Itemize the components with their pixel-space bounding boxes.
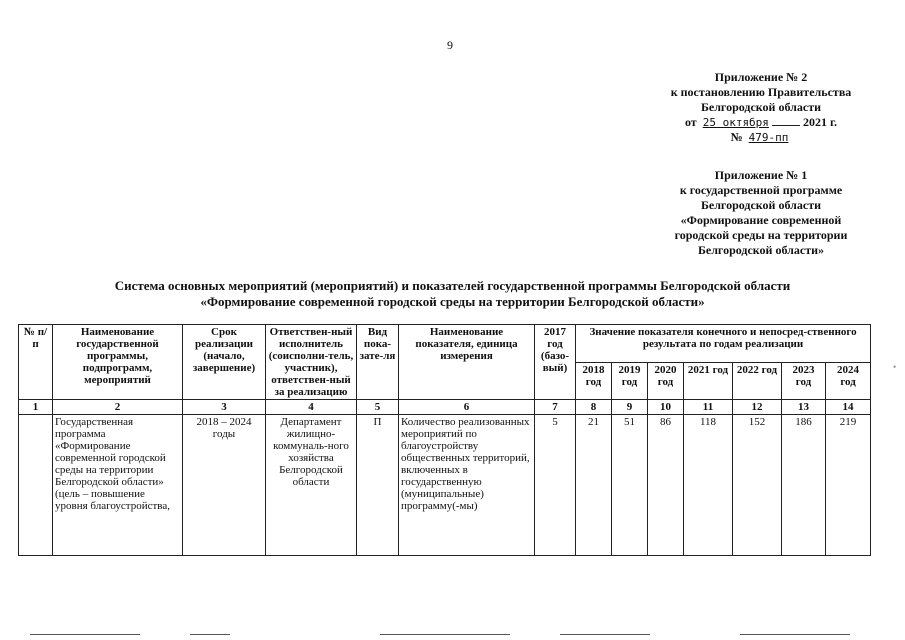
cell-year-value: 21 [576,415,612,556]
cell-year-value: 51 [612,415,648,556]
header-type: Вид пока-зате-ля [357,325,399,400]
scan-edge-line [380,634,510,635]
column-number: 11 [684,400,733,415]
header-year: 2021 год [684,362,733,400]
cell-base-value: 5 [535,415,576,556]
header-num: № п/п [19,325,53,400]
scan-edge-line [560,634,650,635]
date-prefix: от [684,115,697,129]
column-number: 6 [399,400,535,415]
table-row [19,415,871,556]
header-term: Срок реализации (начало, завершение) [183,325,266,400]
header-year: 2019 год [612,362,648,400]
header-values-group: Значение показателя конечного и непосред-ственного результата по годам реализации [576,325,871,363]
cell-responsible: Департамент жилищно-коммуналь-ного хозяйства Белгородской области [266,415,357,556]
column-number: 14 [826,400,871,415]
column-number: 9 [612,400,648,415]
appendix-1-title: Приложение № 1 [714,168,808,182]
cell-year-value: 152 [733,415,782,556]
header-name: Наименование государственной программы, подпрограмм, мероприятий [53,325,183,400]
appendix-2-block [646,70,876,145]
appendix-2-line: Белгородской области [700,100,822,114]
appendix-2-number-line [646,130,876,145]
appendix-2-date-line [646,115,876,130]
document-title [40,278,865,310]
column-number: 8 [576,400,612,415]
header-base-year: 2017 год (базо-вый) [535,325,576,400]
appendix-1-line: Белгородской области» [697,243,825,257]
header-row [19,325,871,363]
cell-indicator-name: Количество реализованных мероприятий по благоустройству общественных территорий, включенных в государственную (муниципальные) программу(-мы) [399,415,535,556]
date-fill-line [772,115,800,126]
column-number: 1 [19,400,53,415]
header-indicator: Наименование показателя, единица измерения [399,325,535,400]
column-number: 12 [733,400,782,415]
appendix-1-block [648,168,874,258]
cell-year-value: 86 [648,415,684,556]
title-line-2: «Формирование современной городской среды на территории Белгородской области» [200,294,705,309]
appendix-2-line: к постановлению Правительства [670,85,852,99]
header-year: 2020 год [648,362,684,400]
column-number: 7 [535,400,576,415]
cell-year-value: 118 [684,415,733,556]
header-year: 2023 год [782,362,826,400]
column-number: 3 [183,400,266,415]
appendix-1-line: «Формирование современной [680,213,842,227]
date-suffix: 2021 г. [802,115,838,129]
header-year: 2024 год [826,362,871,400]
title-line-1: Система основных мероприятий (мероприятий) и показателей государственной программы Белгородской области [114,278,791,293]
cell-indicator-type: П [357,415,399,556]
cell-term: 2018 – 2024 годы [183,415,266,556]
header-year: 2022 год [733,362,782,400]
header-responsible: Ответствен-ный исполнитель (соисполни-тель, участник), ответствен-ный за реализацию [266,325,357,400]
column-number: 4 [266,400,357,415]
column-number-row [19,400,871,415]
cell-year-value: 186 [782,415,826,556]
number-prefix: № [730,130,743,144]
scan-edge-line [740,634,850,635]
page-number: 9 [447,38,453,52]
date-value: 25 октября [702,116,769,129]
cell-num [19,415,53,556]
cell-year-value: 219 [826,415,871,556]
appendix-1-line: Белгородской области [700,198,822,212]
column-number: 5 [357,400,399,415]
column-number: 13 [782,400,826,415]
appendix-2-title: Приложение № 2 [714,70,808,84]
appendix-1-line: к государственной программе [679,183,843,197]
header-year: 2018 год [576,362,612,400]
scan-edge-line [30,634,140,635]
number-value: 479-пп [748,131,789,144]
scan-speck: • [893,362,897,372]
scan-edge-line [190,634,230,635]
cell-program-name: Государственная программа «Формирование современной городской среды на территории Белгородской области» (цель – повышение уровня благоустройства, [53,415,183,556]
column-number: 10 [648,400,684,415]
indicators-table [18,324,871,556]
appendix-1-line: городской среды на территории [674,228,848,242]
column-number: 2 [53,400,183,415]
